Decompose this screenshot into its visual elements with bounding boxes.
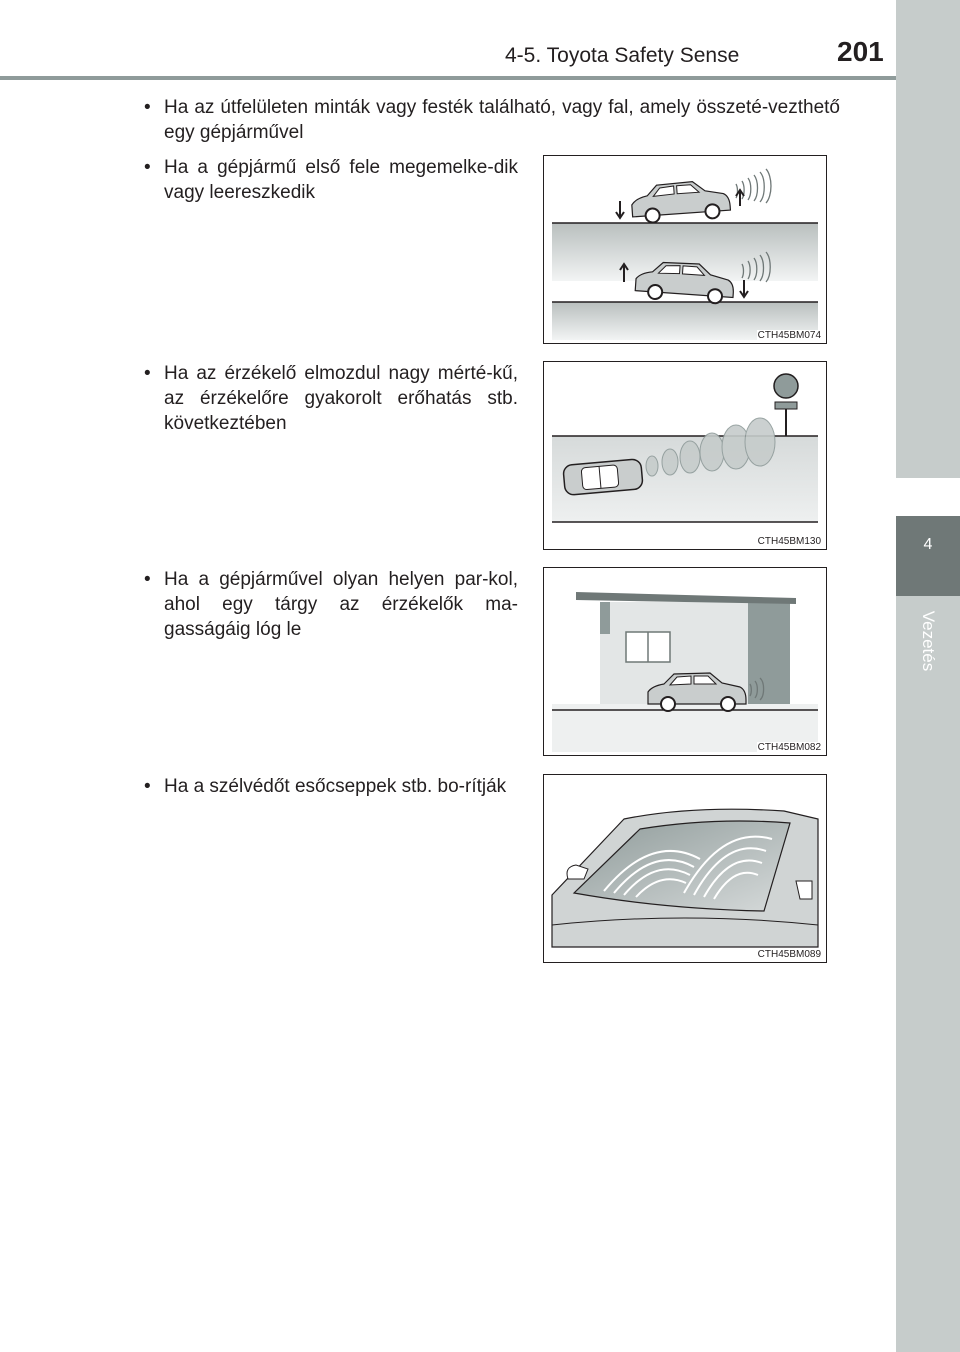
- bullet-marker: •: [144, 157, 151, 178]
- bullet-item: [144, 95, 840, 145]
- bullet-item: [144, 774, 518, 799]
- figure-overhang-parking: [543, 567, 827, 756]
- car-pitch-illustration: [544, 156, 827, 344]
- figure-caption: CTH45BM089: [757, 949, 821, 960]
- bullet-marker: •: [144, 97, 151, 118]
- bullet-item: [144, 155, 518, 205]
- bullet-text: Ha a gépjárművel olyan helyen par-kol, ahol egy tárgy az érzékelők ma-gasságáig lóg le: [164, 569, 518, 640]
- figure-caption: CTH45BM130: [757, 536, 821, 547]
- chapter-number: 4: [923, 536, 933, 553]
- header-rule: [0, 76, 960, 80]
- overhang-parking-illustration: [544, 568, 827, 756]
- sensor-misaligned-illustration: [544, 362, 827, 550]
- side-tab-chapter-block: [896, 516, 960, 596]
- bullet-marker: •: [144, 569, 151, 590]
- figure-car-pitch: [543, 155, 827, 344]
- bullet-item: [144, 361, 518, 436]
- side-tab-top: [896, 0, 960, 478]
- figure-caption: CTH45BM074: [757, 330, 821, 341]
- bullet-marker: •: [144, 776, 151, 797]
- figure-sensor-misaligned: [543, 361, 827, 550]
- figure-caption: CTH45BM082: [757, 742, 821, 753]
- bullet-text: Ha az útfelületen minták vagy festék található, vagy fal, amely összeté-vezthető egy gépjárművel: [164, 97, 840, 143]
- figure-windshield-rain: [543, 774, 827, 963]
- bullet-text: Ha az érzékelő elmozdul nagy mérté-kű, az érzékelőre gyakorolt erőhatás stb. következtében: [164, 363, 518, 434]
- radar-waves: [736, 169, 771, 203]
- page-number: 201: [837, 36, 884, 67]
- bullet-text: Ha a szélvédőt esőcseppek stb. bo-rítják: [164, 776, 507, 797]
- section-title: 4-5. Toyota Safety Sense: [505, 44, 740, 67]
- side-tab-bottom: [896, 596, 960, 1352]
- bullet-marker: •: [144, 363, 151, 384]
- windshield-rain-illustration: [544, 775, 827, 963]
- bullet-text: Ha a gépjármű első fele megemelke-dik vagy leereszkedik: [164, 157, 518, 203]
- chapter-label: Vezetés: [919, 610, 938, 672]
- bullet-item: [144, 567, 518, 642]
